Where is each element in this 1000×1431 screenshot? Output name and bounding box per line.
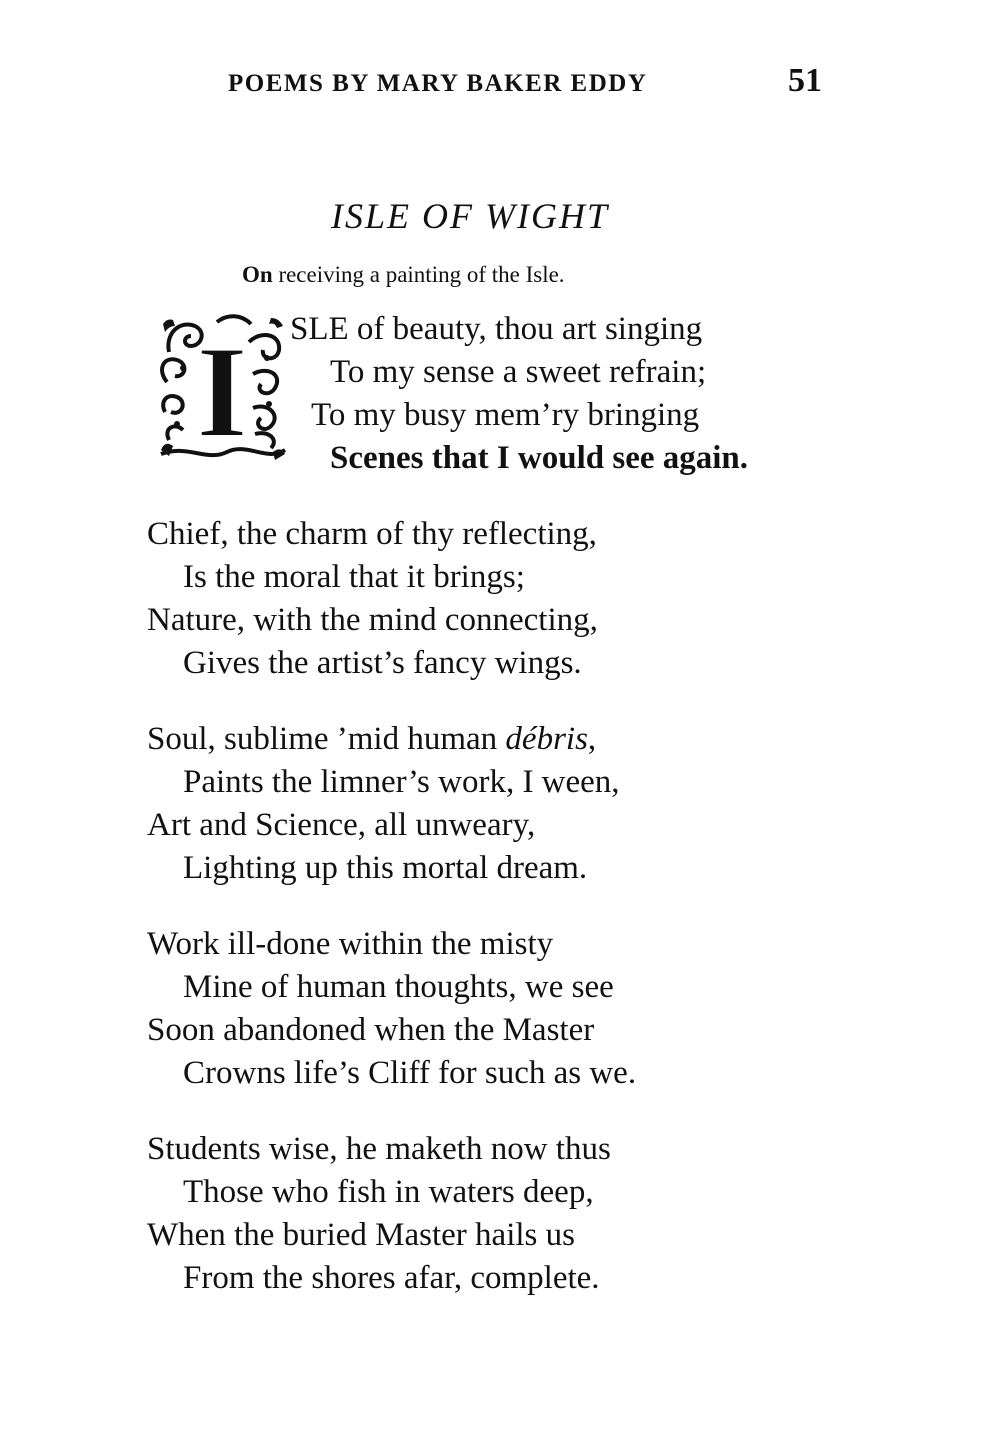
poem-line: Lighting up this mortal dream. <box>183 850 588 886</box>
poem-line: To my sense a sweet refrain; <box>330 354 707 390</box>
poem-line: Crowns life’s Cliff for such as we. <box>183 1055 637 1091</box>
poem-line: Mine of human thoughts, we see <box>183 969 614 1005</box>
line-punctuation: , <box>587 721 597 757</box>
poem-line: Students wise, he maketh now thus <box>147 1131 611 1167</box>
poem-line: SLE of beauty, thou art singing <box>290 311 703 347</box>
poem-line: Art and Science, all unweary, <box>147 807 536 843</box>
page-number: 51 <box>788 62 822 99</box>
poem-line: When the buried Master hails us <box>147 1217 575 1253</box>
poem-subtitle <box>242 262 565 288</box>
poem-line: Those who fish in waters deep, <box>183 1174 594 1210</box>
ornamental-drop-cap <box>157 312 287 464</box>
poem-line: Soon abandoned when the Master <box>147 1012 595 1048</box>
running-head: POEMS BY MARY BAKER EDDY <box>228 70 648 97</box>
poem-line <box>147 723 596 756</box>
drop-cap-letter: I <box>196 318 248 464</box>
poem-line: Paints the limner’s work, I ween, <box>183 764 620 800</box>
italic-word: débris <box>505 721 588 757</box>
poem-line: Gives the artist’s fancy wings. <box>183 645 582 681</box>
line-text: Soul, sublime ’mid human <box>147 721 506 757</box>
poem-line: Scenes that I would see again. <box>330 440 749 476</box>
poem-line: Is the moral that it brings; <box>183 559 525 595</box>
poem-line: Chief, the charm of thy reflecting, <box>147 516 597 552</box>
poem-line: From the shores afar, complete. <box>183 1260 600 1296</box>
poem-title: ISLE OF WIGHT <box>331 196 609 236</box>
poem-line: Nature, with the mind connecting, <box>147 602 598 638</box>
poem-line: To my busy mem’ry bringing <box>311 397 700 433</box>
subtitle-first-word: On <box>242 262 273 287</box>
poem-line: Work ill-done within the misty <box>147 926 554 962</box>
subtitle-text: receiving a painting of the Isle. <box>272 262 565 287</box>
